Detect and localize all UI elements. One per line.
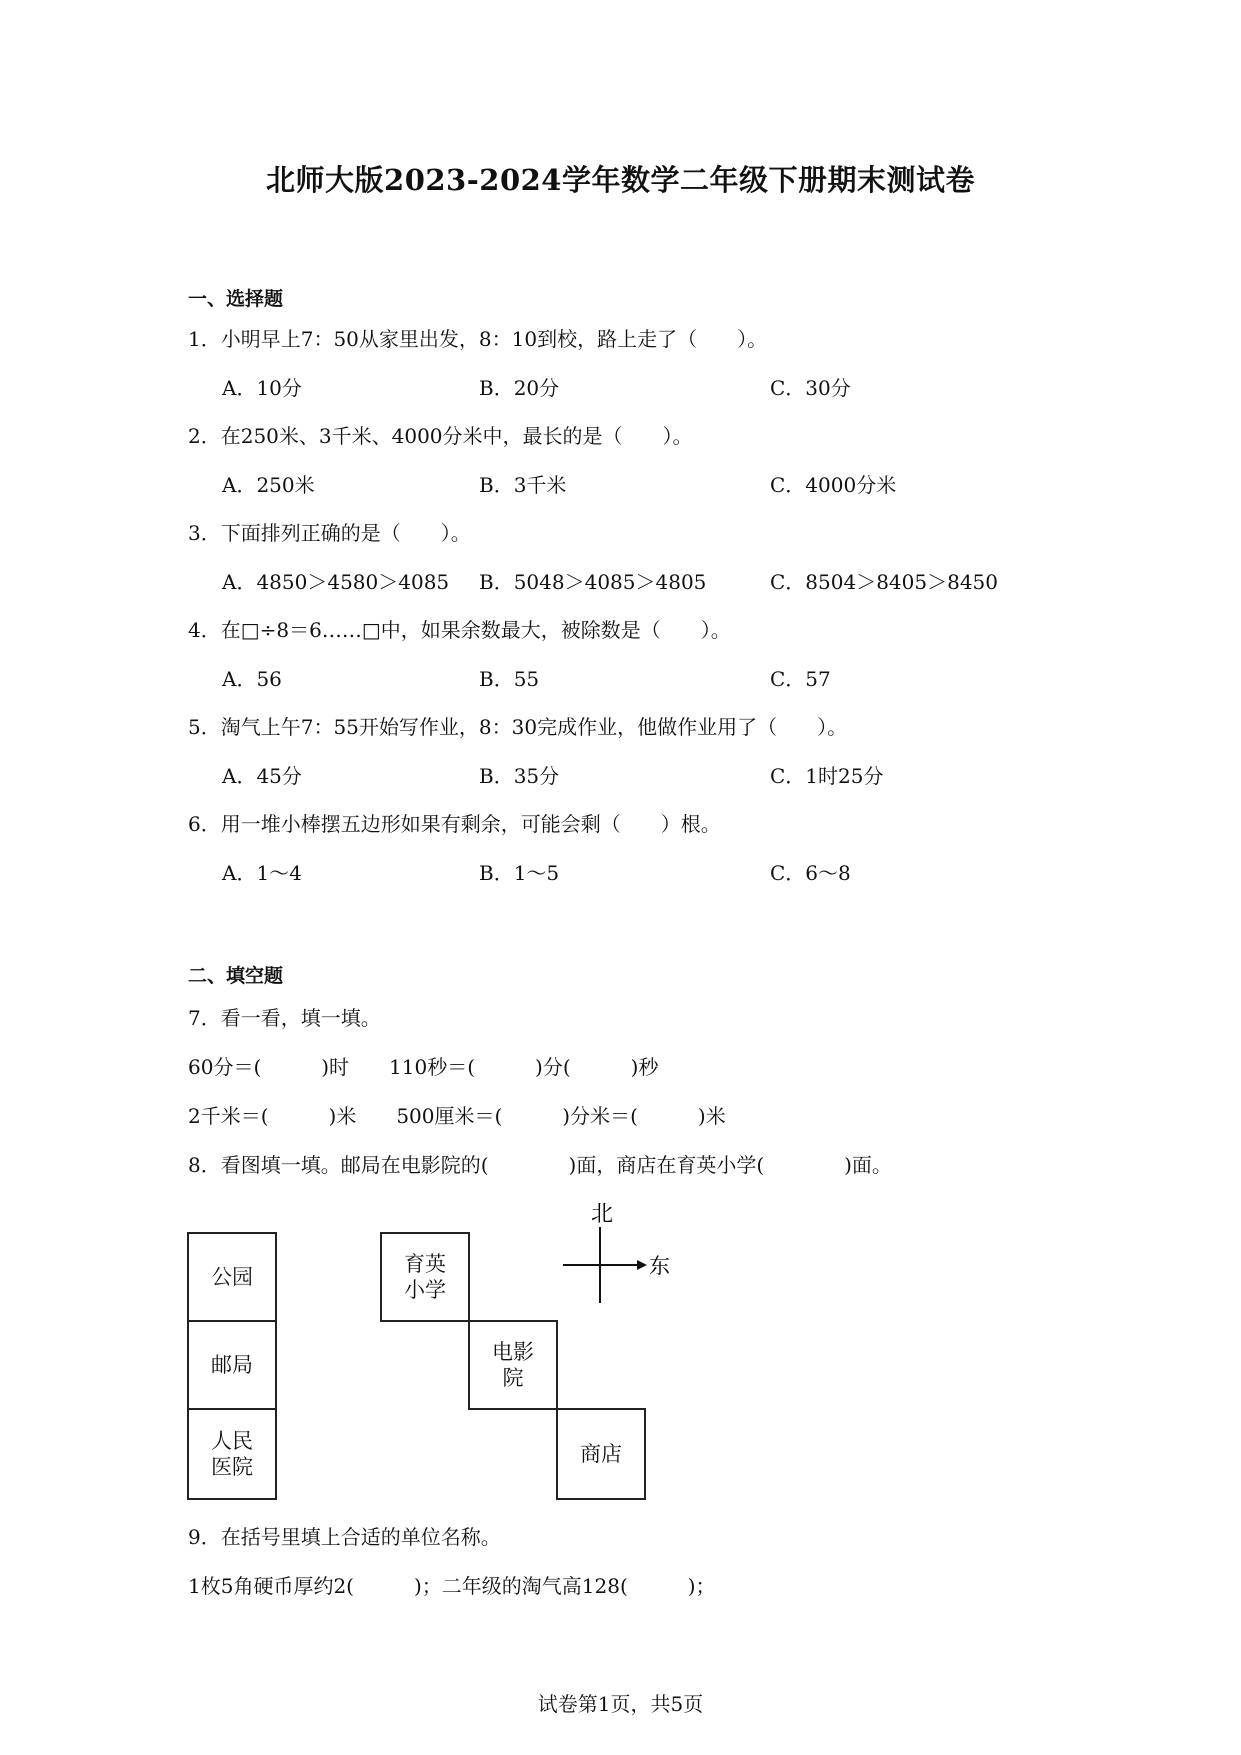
map-shop-label: 商店 <box>580 1442 622 1466</box>
map-shop <box>556 1408 646 1500</box>
question-8: 8．看图填一填。邮局在电影院的( )面，商店在育英小学( )面。 <box>188 1153 892 1177</box>
question-9-line-1: 1枚5角硬币厚约2( )；二年级的淘气高128( )； <box>188 1574 716 1598</box>
map-hospital-label: 人民 医院 <box>211 1429 253 1479</box>
map-hospital <box>187 1408 277 1500</box>
q3-option-c: C．8504＞8405＞8450 <box>770 570 998 594</box>
q6-option-a: A．1～4 <box>222 861 302 885</box>
page-title: 北师大版2023-2024学年数学二年级下册期末测试卷 <box>266 163 975 197</box>
q2-option-b: B．3千米 <box>479 473 567 497</box>
q3-option-a: A．4850＞4580＞4085 <box>222 570 450 594</box>
compass-north-label: 北 <box>591 1202 614 1227</box>
section-heading-choice: 一、选择题 <box>188 288 284 310</box>
q4-option-c: C．57 <box>770 667 831 691</box>
q1-option-b: B．20分 <box>479 376 560 400</box>
q6-option-c: C．6～8 <box>770 861 851 885</box>
q2-option-a: A．250米 <box>222 473 315 497</box>
q3-option-b: B．5048＞4085＞4805 <box>479 570 707 594</box>
q4-option-b: B．55 <box>479 667 540 691</box>
q4-option-a: A．56 <box>222 667 282 691</box>
map-cinema <box>468 1320 558 1410</box>
map-cinema-label: 电影 院 <box>492 1340 534 1390</box>
q1-option-a: A．10分 <box>222 376 302 400</box>
compass-icon <box>555 1195 675 1305</box>
question-4: 4．在□÷8＝6……□中，如果余数最大，被除数是（ ）。 <box>188 618 731 642</box>
q5-option-b: B．35分 <box>479 764 560 788</box>
question-1: 1．小明早上7：50从家里出发，8：10到校，路上走了（ ）。 <box>188 327 768 351</box>
map-school-label: 育英 小学 <box>404 1252 446 1302</box>
question-7: 7．看一看，填一填。 <box>188 1006 381 1030</box>
compass-east-arrowhead <box>637 1260 647 1270</box>
map-park-label: 公园 <box>211 1265 253 1289</box>
q2-option-c: C．4000分米 <box>770 473 897 497</box>
map-park <box>187 1232 277 1322</box>
q5-option-c: C．1时25分 <box>770 764 884 788</box>
q6-option-b: B．1～5 <box>479 861 560 885</box>
compass-east-label: 东 <box>649 1254 670 1278</box>
question-7-line-1: 60分＝( )时 110秒＝( )分( )秒 <box>188 1055 659 1079</box>
question-2: 2．在250米、3千米、4000分米中，最长的是（ ）。 <box>188 424 693 448</box>
q1-option-c: C．30分 <box>770 376 851 400</box>
map-school <box>380 1232 470 1322</box>
question-5: 5．淘气上午7：55开始写作业，8：30完成作业，他做作业用了（ ）。 <box>188 715 848 739</box>
question-6: 6．用一堆小棒摆五边形如果有剩余，可能会剩（ ）根。 <box>188 812 721 836</box>
question-7-line-2: 2千米＝( )米 500厘米＝( )分米＝( )米 <box>188 1104 726 1128</box>
section-heading-fill: 二、填空题 <box>188 965 284 987</box>
map-post-office <box>187 1320 277 1410</box>
question-9: 9．在括号里填上合适的单位名称。 <box>188 1525 501 1549</box>
question-3: 3．下面排列正确的是（ ）。 <box>188 521 471 545</box>
map-post-office-label: 邮局 <box>211 1353 253 1377</box>
page-footer: 试卷第1页，共5页 <box>537 1692 704 1716</box>
q5-option-a: A．45分 <box>222 764 302 788</box>
